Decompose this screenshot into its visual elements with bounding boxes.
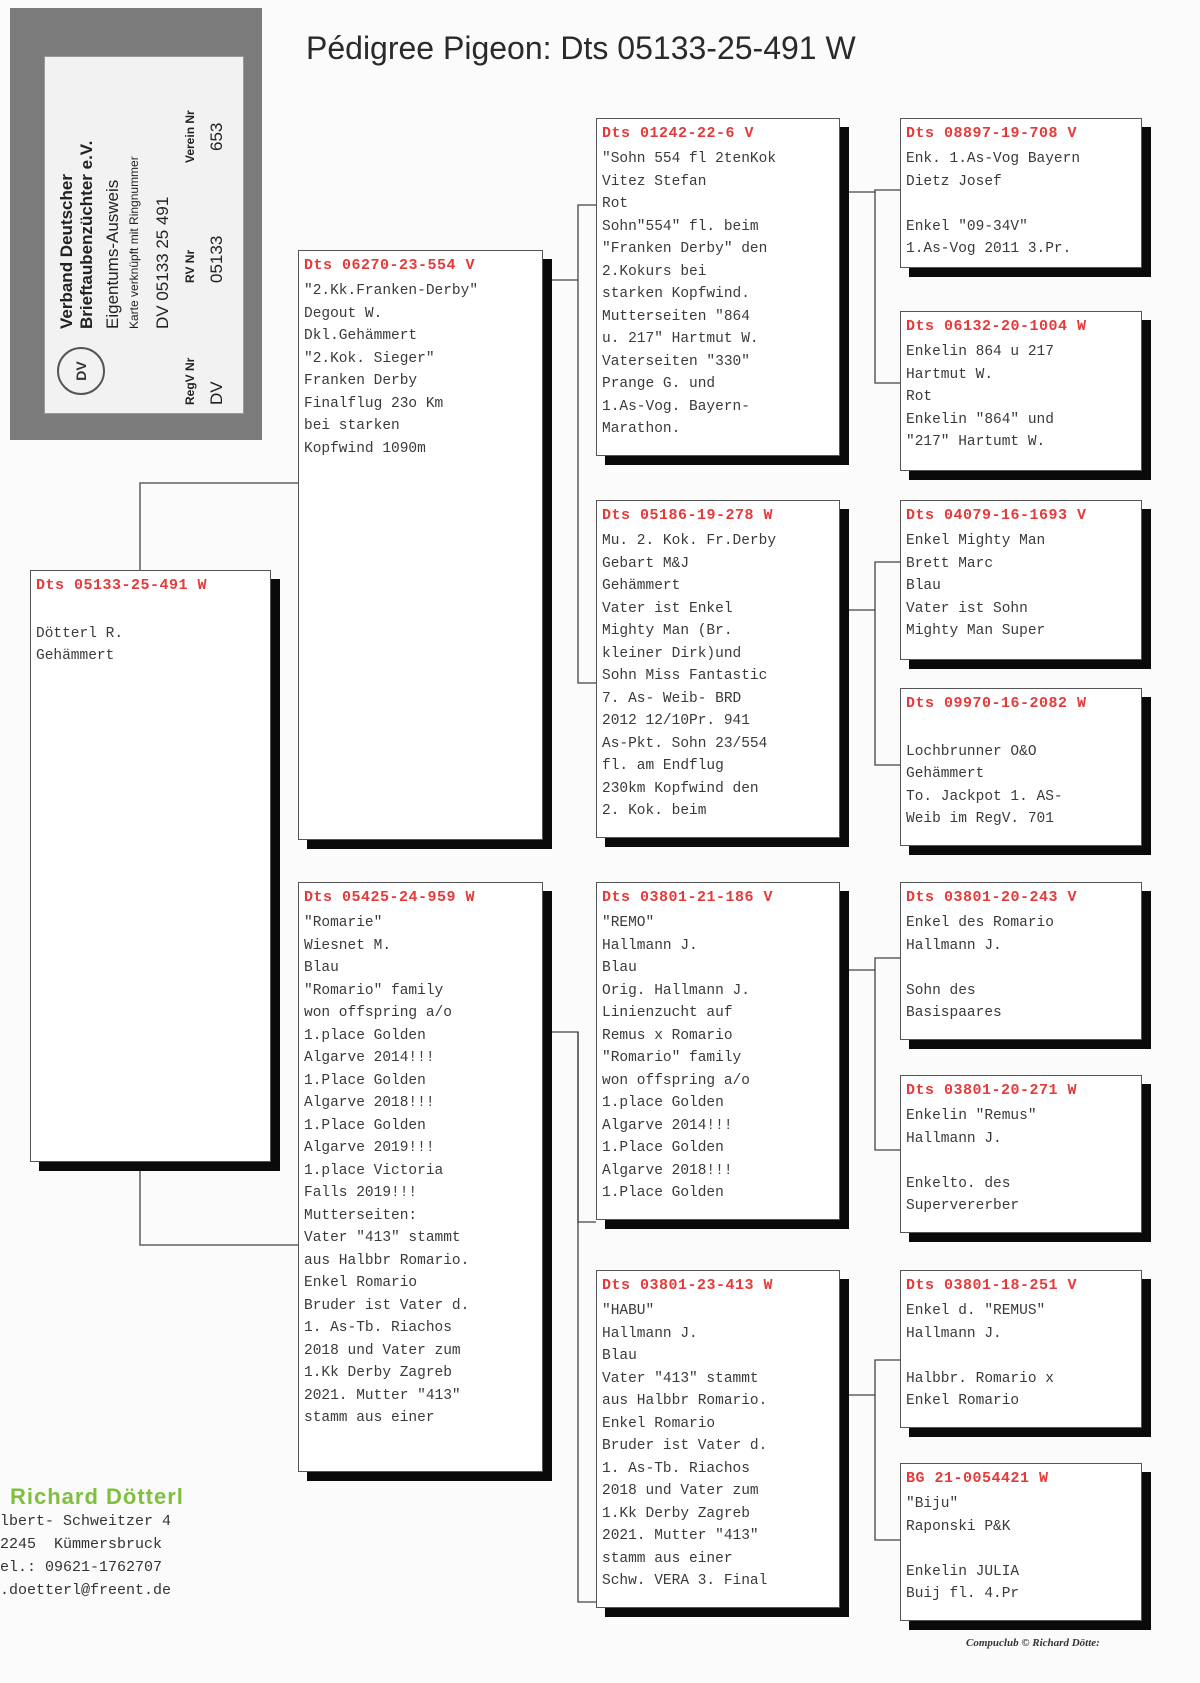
id-card-regv-label: RegV Nr xyxy=(183,357,197,405)
owner-address-line: el.: 09621-1762707 xyxy=(0,1559,163,1576)
owner-address-line: lbert- Schweitzer 4 xyxy=(0,1513,172,1530)
id-card-verein-label: Verein Nr xyxy=(183,110,197,163)
pigeon-card-mother: Dts 05425-24-959 W "Romarie" Wiesnet M. Blau "Romario" family won offspring a/o 1.place Golden Algarve 2014!!! 1.Place Golden Algarve 2018!!! 1.Place Golden Algarve 2019!!! 1.place Victoria Falls 2019!!! Mutterseiten: Vater "413" stammt aus Halbbr Romario. Enkel Romario Bruder ist Vater d. 1. As-Tb. Riachos 2018 und Vater zum 1.Kk Derby Zagreb 2021. Mutter "413" stamm aus einer xyxy=(298,882,543,1472)
id-card-rv-value: 05133 xyxy=(207,235,226,283)
ring-number: Dts 03801-23-413 W xyxy=(602,1277,774,1294)
pigeon-card-maternal-grandmother: Dts 03801-23-413 W "HABU" Hallmann J. Blau Vater "413" stammt aus Halbbr Romario. Enkel Romario Bruder ist Vater d. 1. As-Tb. Riachos 2018 und Vater zum 1.Kk Derby Zagreb 2021. Mutter "413" stamm aus einer Schw. VERA 3. Final xyxy=(596,1270,840,1608)
pigeon-card-subject: Dts 05133-25-491 W Dötterl R. Gehämmert xyxy=(30,570,271,1162)
pigeon-card-ggp-7: Dts 03801-18-251 V Enkel d. "REMUS" Hallmann J. Halbbr. Romario x Enkel Romario xyxy=(900,1270,1142,1428)
ring-number: Dts 06270-23-554 V xyxy=(304,257,476,274)
id-card-title: Eigentums-Ausweis xyxy=(103,179,122,329)
pigeon-card-ggp-4: Dts 09970-16-2082 W Lochbrunner O&O Gehämmert To. Jackpot 1. AS- Weib im RegV. 701 xyxy=(900,688,1142,846)
footer-credit: Compuclub © Richard Dötte: xyxy=(966,1637,1100,1649)
id-card-rv-label: RV Nr xyxy=(183,249,197,283)
ring-number: Dts 03801-21-186 V xyxy=(602,889,774,906)
ring-number: Dts 03801-20-243 V xyxy=(906,889,1078,906)
ring-number: Dts 05186-19-278 W xyxy=(602,507,774,524)
owner-name: Richard Dötterl xyxy=(10,1484,184,1509)
ring-number: Dts 04079-16-1693 V xyxy=(906,507,1087,524)
ring-number: Dts 06132-20-1004 W xyxy=(906,318,1087,335)
pigeon-card-ggp-5: Dts 03801-20-243 V Enkel des Romario Hallmann J. Sohn des Basispaares xyxy=(900,882,1142,1040)
ownership-id-card xyxy=(10,8,262,440)
ring-number: Dts 08897-19-708 V xyxy=(906,125,1078,142)
id-card-org: Verband Deutscher Brieftaubenzüchter e.V. xyxy=(57,140,96,329)
pigeon-card-ggp-1: Dts 08897-19-708 V Enk. 1.As-Vog Bayern Dietz Josef Enkel "09-34V" 1.As-Vog 2011 3.Pr. xyxy=(900,118,1142,268)
pigeon-card-maternal-grandfather: Dts 03801-21-186 V "REMO" Hallmann J. Blau Orig. Hallmann J. Linienzucht auf Remus x Romario "Romario" family won offspring a/o 1.place Golden Algarve 2014!!! 1.Place Golden Algarve 2018!!! 1.Place Golden xyxy=(596,882,840,1220)
pigeon-card-ggp-2: Dts 06132-20-1004 W Enkelin 864 u 217 Hartmut W. Rot Enkelin "864" und "217" Hartumt W. xyxy=(900,311,1142,471)
ring-number: Dts 01242-22-6 V xyxy=(602,125,755,142)
id-card-subtitle: Karte verknüpft mit Ringnummer xyxy=(127,156,141,329)
vdt-logo-icon: DV xyxy=(57,347,105,395)
id-card-ring: DV 05133 25 491 xyxy=(153,196,172,329)
ring-number: Dts 05425-24-959 W xyxy=(304,889,476,906)
ring-number: Dts 03801-18-251 V xyxy=(906,1277,1078,1294)
owner-address-line: .doetterl@freent.de xyxy=(0,1582,172,1599)
owner-address-line: 2245 Kümmersbruck xyxy=(0,1536,163,1553)
ring-number: Dts 05133-25-491 W xyxy=(36,577,208,594)
owner-contact xyxy=(0,1484,184,1602)
id-card-verein-value: 653 xyxy=(207,122,226,151)
pigeon-card-paternal-grandfather: Dts 01242-22-6 V "Sohn 554 fl 2tenKok Vitez Stefan Rot Sohn"554" fl. beim "Franken Derby" den 2.Kokurs bei starken Kopfwind. Mutterseiten "864 u. 217" Hartmut W. Vaterseiten "330" Prange G. und 1.As-Vog. Bayern- Marathon. xyxy=(596,118,840,456)
pigeon-card-ggp-6: Dts 03801-20-271 W Enkelin "Remus" Hallmann J. Enkelto. des Supervererber xyxy=(900,1075,1142,1233)
pigeon-card-ggp-3: Dts 04079-16-1693 V Enkel Mighty Man Brett Marc Blau Vater ist Sohn Mighty Man Super xyxy=(900,500,1142,660)
ring-number: Dts 03801-20-271 W xyxy=(906,1082,1078,1099)
pigeon-card-paternal-grandmother: Dts 05186-19-278 W Mu. 2. Kok. Fr.Derby Gebart M&J Gehämmert Vater ist Enkel Mighty Man (Br. kleiner Dirk)und Sohn Miss Fantastic 7. As- Weib- BRD 2012 12/10Pr. 941 As-Pkt. Sohn 23/554 fl. am Endflug 230km Kopfwind den 2. Kok. beim xyxy=(596,500,840,838)
page-title: Pédigree Pigeon: Dts 05133-25-491 W xyxy=(306,30,856,66)
pigeon-card-father: Dts 06270-23-554 V "2.Kk.Franken-Derby" Degout W. Dkl.Gehämmert "2.Kok. Sieger" Franken Derby Finalflug 23o Km bei starken Kopfwind 1090m xyxy=(298,250,543,840)
pigeon-card-ggp-8: BG 21-0054421 W "Biju" Raponski P&K Enkelin JULIA Buij fl. 4.Pr xyxy=(900,1463,1142,1621)
id-card-regv-value: DV xyxy=(207,381,226,405)
ring-number: Dts 09970-16-2082 W xyxy=(906,695,1087,712)
ring-number: BG 21-0054421 W xyxy=(906,1470,1049,1487)
id-card-panel xyxy=(44,56,244,414)
